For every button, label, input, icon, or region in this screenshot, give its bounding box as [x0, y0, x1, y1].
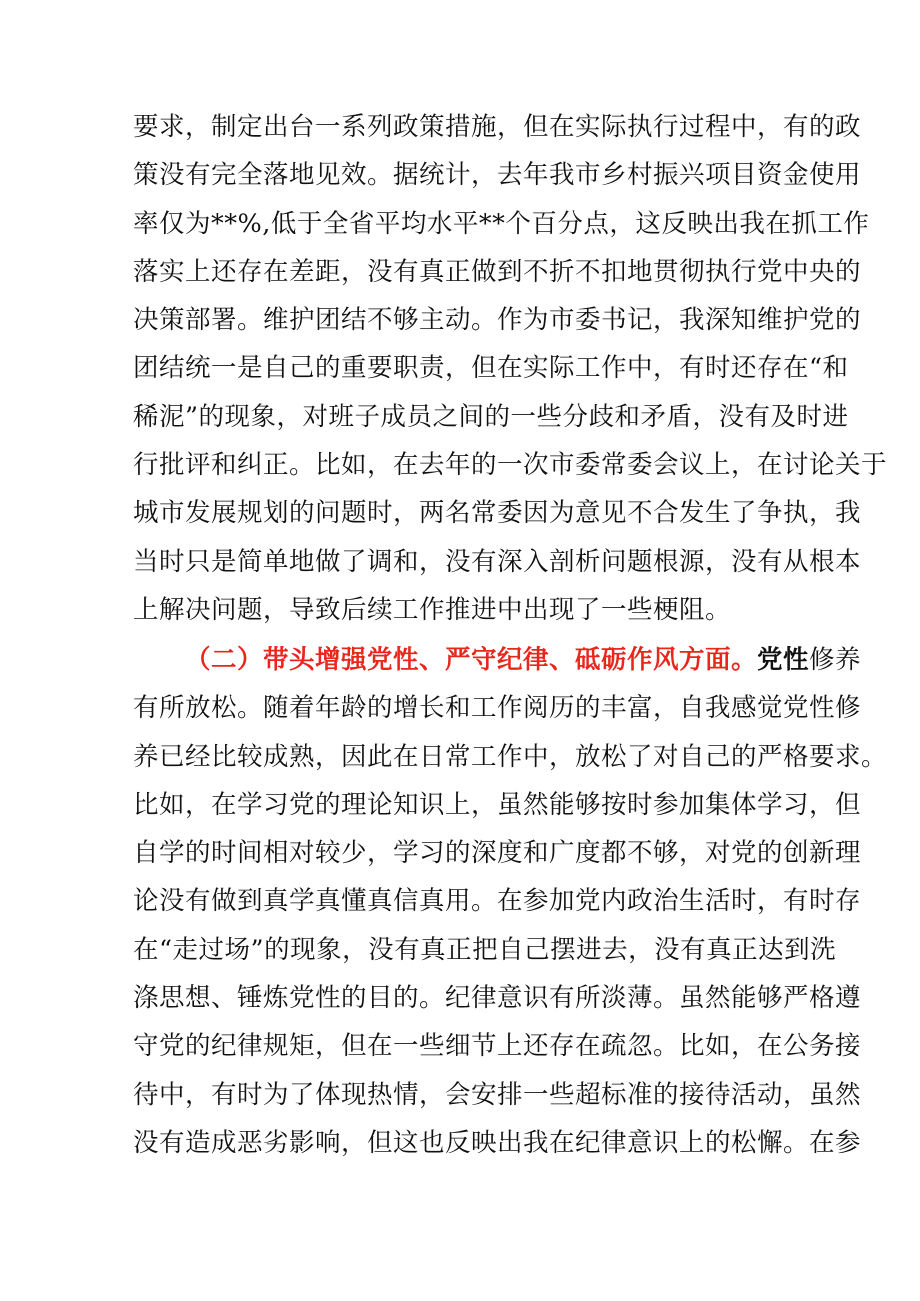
text-line: 自学的时间相对较少，学习的深度和广度都不够，对党的创新理 [133, 838, 862, 869]
text-line: 率仅为**%,低于全省平均水平**个百分点，这反映出我在抓工作 [133, 208, 870, 239]
text-line: 城市发展规划的问题时，两名常委因为意见不合发生了争执，我 [133, 498, 862, 529]
text-line: 论没有做到真学真懂真信真用。在参加党内政治生活时，有时存 [133, 886, 862, 917]
text-line: 养已经比较成熟，因此在日常工作中，放松了对自己的严格要求。 [133, 741, 888, 772]
section-heading-line [133, 636, 862, 684]
text-line: 稀泥”的现象，对班子成员之间的一些分歧和矛盾，没有及时进 [133, 401, 849, 432]
text-line: 涤思想、锤炼党性的目的。纪律意识有所淡薄。虽然能够严格遵 [133, 983, 862, 1014]
text-line: 有所放松。随着年龄的增长和工作阅历的丰富，自我感觉党性修 [133, 693, 862, 724]
paragraph-1 [133, 103, 888, 634]
text-line: 在“走过场”的现象，没有真正把自己摆进去，没有真正达到洗 [133, 934, 837, 965]
text-line: 比如，在学习党的理论知识上，虽然能够按时参加集体学习，但 [133, 789, 862, 820]
text-line: 守党的纪律规矩，但在一些细节上还存在疏忽。比如，在公务接 [133, 1031, 862, 1062]
text-line: 落实上还存在差距，没有真正做到不折不扣地贯彻执行党中央的 [133, 256, 862, 287]
text-line: 待中，有时为了体现热情，会安排一些超标准的接待活动，虽然 [133, 1079, 862, 1110]
section-heading: （二）带头增强党性、严守纪律、砥砺作风方面。 [185, 645, 758, 675]
text-line: 决策部署。维护团结不够主动。作为市委书记，我深知维护党的 [133, 305, 862, 336]
heading-line-rest: 修养 [809, 645, 862, 675]
text-line: 行批评和纠正。比如，在去年的一次市委常委会议上，在讨论关于 [133, 450, 888, 481]
text-line: 上解决问题，导致后续工作推进中出现了一些梗阻。 [133, 594, 732, 625]
text-line: 没有造成恶劣影响，但这也反映出我在纪律意识上的松懈。在参 [133, 1127, 862, 1158]
text-line: 当时只是简单地做了调和，没有深入剖析问题根源，没有从根本 [133, 546, 862, 577]
paragraph-2 [133, 636, 888, 1167]
text-line: 团结统一是自己的重要职责，但在实际工作中，有时还存在“和 [133, 353, 849, 384]
lead-term: 党性 [757, 645, 810, 675]
text-line: 要求，制定出台一系列政策措施，但在实际执行过程中，有的政 [133, 112, 862, 142]
text-line: 策没有完全落地见效。据统计，去年我市乡村振兴项目资金使用 [133, 160, 862, 191]
